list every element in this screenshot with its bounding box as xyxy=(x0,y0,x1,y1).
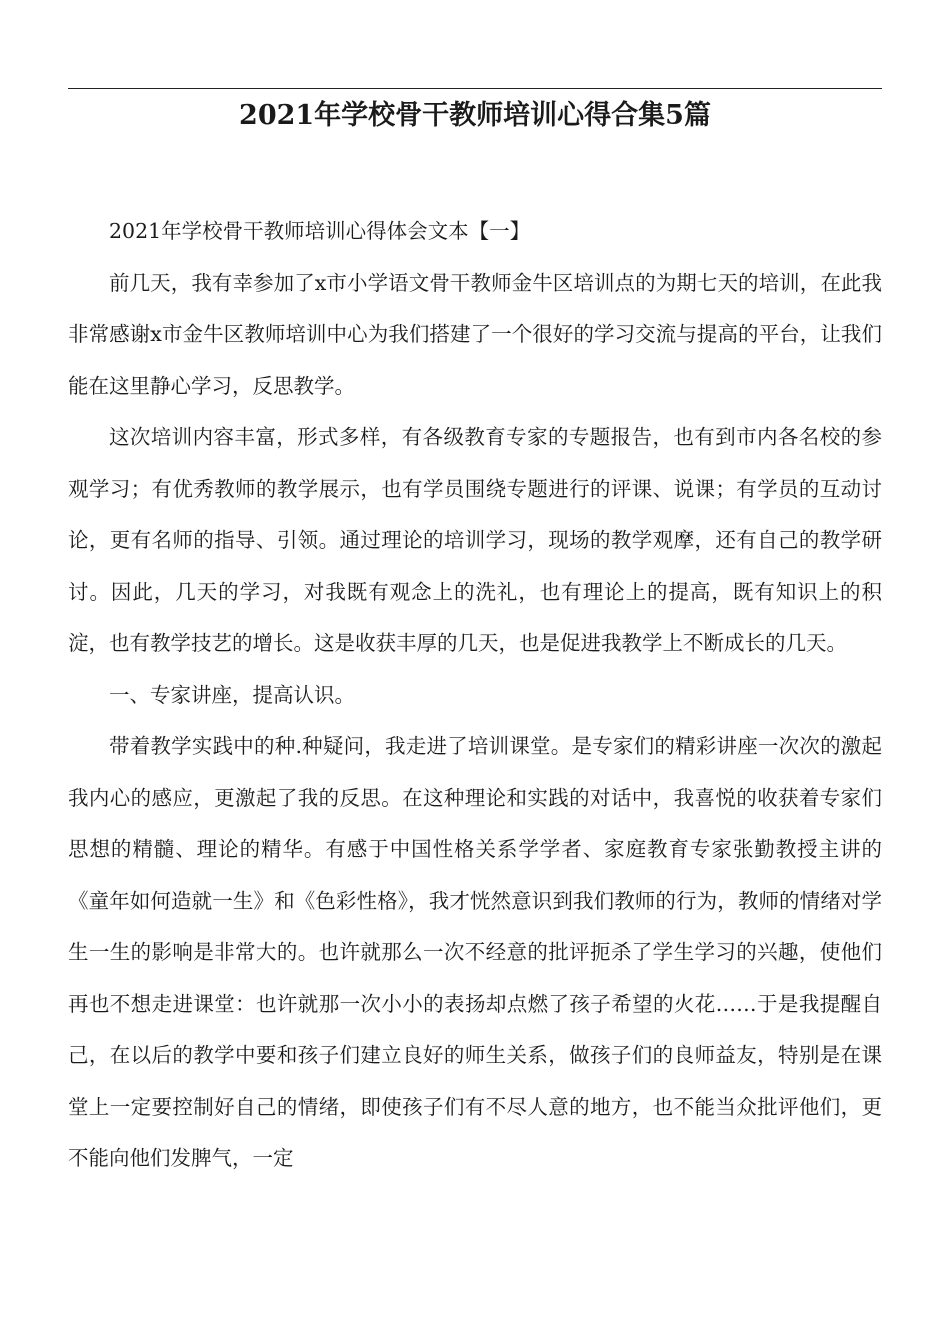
paragraph: 前几天，我有幸参加了x市小学语文骨干教师金牛区培训点的为期七天的培训，在此我非常感谢x市金牛区教师培训中心为我们搭建了一个很好的学习交流与提高的平台，让我们能在这里静心学习，反思教学。 xyxy=(68,270,882,398)
header-rule xyxy=(68,88,882,89)
paragraph: 这次培训内容丰富，形式多样，有各级教育专家的专题报告，也有到市内各名校的参观学习；有优秀教师的教学展示，也有学员围绕专题进行的评课、说课；有学员的互动讨论，更有名师的指导、引领。通过理论的培训学习，现场的教学观摩，还有自己的教学研讨。因此，几天的学习，对我既有观念上的洗礼，也有理论上的提高，既有知识上的积淀，也有教学技艺的增长。这是收获丰厚的几天，也是促进我教学上不断成长的几天。 xyxy=(68,425,882,655)
section-heading: 2021年学校骨干教师培训心得体会文本【一】 xyxy=(109,219,531,243)
paragraph: 带着教学实践中的种.种疑问，我走进了培训课堂。是专家们的精彩讲座一次次的激起我内心的感应，更激起了我的反思。在这种理论和实践的对话中，我喜悦的收获着专家们思想的精髓、理论的精华。有感于中国性格关系学学者、家庭教育专家张勤教授主讲的《童年如何造就一生》和《色彩性格》，我才恍然意识到我们教师的行为，教师的情绪对学生一生的影响是非常大的。也许就那么一次不经意的批评扼杀了学生学习的兴趣，使他们再也不想走进课堂：也许就那一次小小的表扬却点燃了孩子希望的火花……于是我提醒自己，在以后的教学中要和孩子们建立良好的师生关系，做孩子们的良师益友，特别是在课堂上一定要控制好自己的情绪，即使孩子们有不尽人意的地方，也不能当众批评他们，更不能向他们发脾气，一定 xyxy=(68,734,882,1170)
document-body xyxy=(68,206,882,1185)
document-title: 2021年学校骨干教师培训心得合集5篇 xyxy=(239,100,711,131)
subsection-heading: 一、专家讲座，提高认识。 xyxy=(109,682,355,707)
